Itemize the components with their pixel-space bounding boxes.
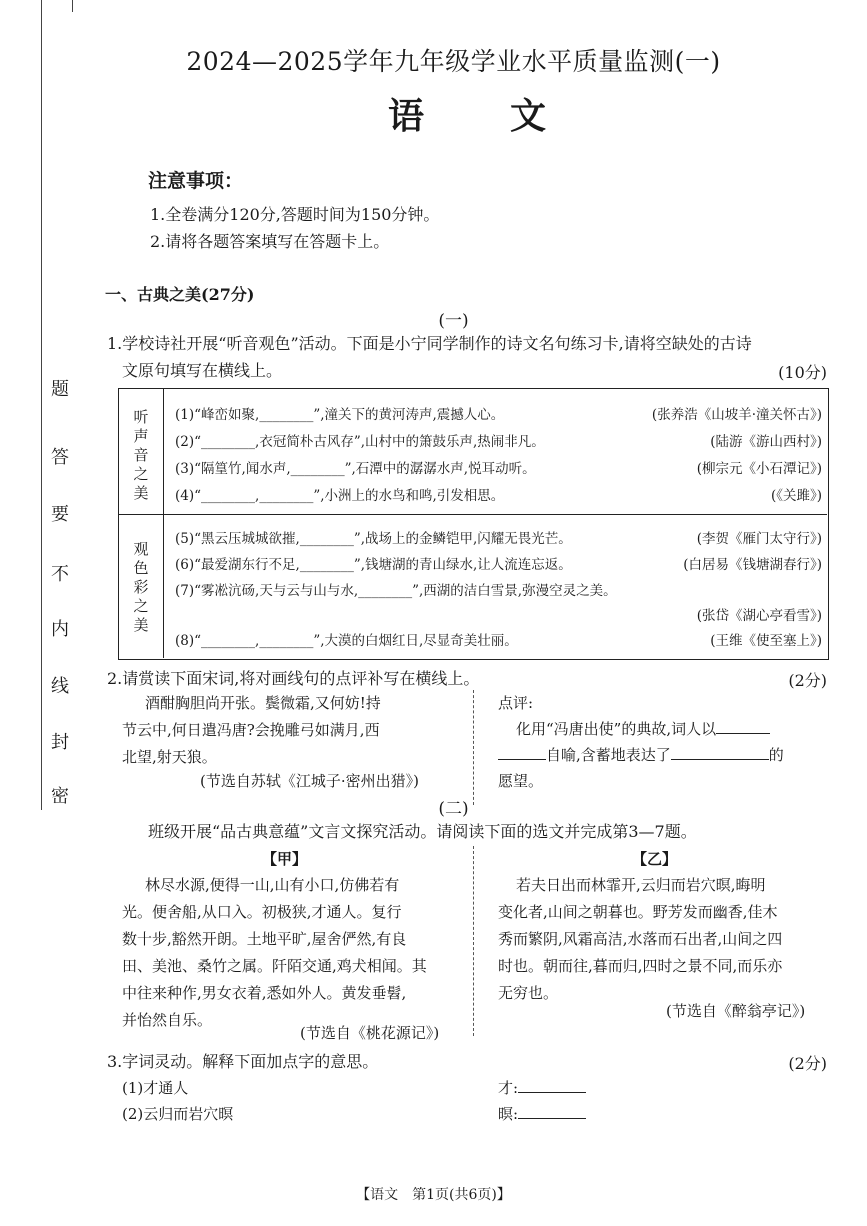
margin-char: 密 bbox=[51, 786, 69, 807]
q3-item: (1)才通人 bbox=[122, 1079, 189, 1097]
poem-line: 酒酣胸胆尚开张。鬓微霜,又何妨!持 bbox=[145, 694, 381, 712]
comment-text: 的 bbox=[768, 746, 784, 764]
card-item-source: (柳宗元《小石潭记》) bbox=[696, 461, 822, 477]
q3-answer-row bbox=[498, 1075, 586, 1102]
activity-intro: 班级开展“品古典意蕴”文言文探究活动。请阅读下面的选文并完成第3—7题。 bbox=[148, 822, 697, 841]
answer-blank[interactable] bbox=[518, 1118, 586, 1119]
passage-jia-label: 【甲】 bbox=[262, 850, 308, 868]
card-item: (5)“黑云压城城欲摧,________”,战场上的金鳞铠甲,闪耀无畏光芒。 bbox=[175, 531, 572, 547]
card-item: (7)“雾凇沆砀,天与云与山与水,________”,西湖的洁白雪景,弥漫空灵之美。 bbox=[175, 583, 617, 599]
poem-line: 北望,射天狼。 bbox=[122, 748, 217, 766]
card-item-source: (张岱《湖心亭看雪》) bbox=[696, 608, 822, 624]
column-divider bbox=[473, 690, 474, 805]
margin-char: 内 bbox=[51, 619, 69, 640]
comment-text: 化用“冯唐出使”的典故,词人以 bbox=[516, 720, 717, 738]
card-item: (2)“________,衣冠简朴古风存”,山村中的箫鼓乐声,热闹非凡。 bbox=[175, 434, 545, 450]
notice-title: 注意事项： bbox=[148, 170, 244, 192]
binding-line bbox=[41, 0, 42, 810]
card-item: (8)“________,________”,大漠的白烟红日,尽显奇美壮丽。 bbox=[175, 633, 518, 649]
answer-blank[interactable] bbox=[716, 733, 770, 734]
question-1-score: (10分) bbox=[778, 363, 827, 382]
card-column-divider bbox=[163, 388, 164, 658]
card-item: (6)“最爱湖东行不足,________”,钱塘湖的青山绿水,让人流连忘返。 bbox=[175, 557, 572, 573]
passage-yi-line: 秀而繁阴,风霜高洁,水落而石出者,山间之四 bbox=[498, 930, 783, 948]
section-title: 一、古典之美(27分) bbox=[105, 285, 255, 304]
q3-answer-label: 暝: bbox=[498, 1105, 519, 1123]
margin-char: 答 bbox=[51, 447, 69, 468]
card-item-source: (王维《使至塞上》) bbox=[710, 633, 822, 649]
part-heading: (一) bbox=[438, 311, 469, 331]
margin-tick bbox=[72, 0, 73, 12]
card-item-source: (陆游《游山西村》) bbox=[710, 434, 822, 450]
card-item-source: (《关雎》) bbox=[770, 488, 822, 504]
question-2-score: (2分) bbox=[788, 671, 827, 690]
passage-jia-line: 中往来种作,男女衣着,悉如外人。黄发垂髫, bbox=[122, 984, 407, 1002]
page-footer: 【语文 第1页(共6页)】 bbox=[356, 1187, 511, 1203]
passage-yi-source: (节选自《醉翁亭记》) bbox=[666, 1002, 806, 1020]
question-3: 3.字词灵动。解释下面加点字的意思。 bbox=[107, 1052, 379, 1071]
comment-text: 自喻,含蓄地表达了 bbox=[546, 746, 671, 764]
question-3-score: (2分) bbox=[788, 1054, 827, 1073]
q3-answer-row bbox=[498, 1101, 586, 1128]
card-item: (4)“________,________”,小洲上的水鸟和鸣,引发相思。 bbox=[175, 488, 505, 504]
passage-jia-line: 光。便舍船,从口入。初极狭,才通人。复行 bbox=[122, 903, 402, 921]
margin-char: 封 bbox=[51, 732, 69, 753]
passage-jia-source: (节选自《桃花源记》) bbox=[300, 1024, 440, 1042]
comment-title: 点评: bbox=[498, 694, 534, 712]
notice-item: 2.请将各题答案填写在答题卡上。 bbox=[150, 232, 390, 251]
passage-yi-line: 若夫日出而林霏开,云归而岩穴暝,晦明 bbox=[516, 876, 766, 894]
card-item-source: (李贺《雁门太守行》) bbox=[696, 531, 822, 547]
q3-item: (2)云归而岩穴暝 bbox=[122, 1105, 234, 1123]
passage-yi-line: 时也。朝而往,暮而归,四时之景不同,而乐亦 bbox=[498, 957, 783, 975]
poem-source: (节选自苏轼《江城子·密州出猎》) bbox=[200, 772, 419, 790]
poem-line: 节云中,何日遣冯唐?会挽雕弓如满月,西 bbox=[122, 721, 380, 739]
q3-answer-label: 才: bbox=[498, 1079, 519, 1097]
question-1-line2: 文原句填写在横线上。 bbox=[122, 361, 283, 380]
card-item-source: (张养浩《山坡羊·潼关怀古》) bbox=[651, 407, 822, 423]
answer-blank[interactable] bbox=[498, 759, 546, 760]
margin-char: 线 bbox=[51, 676, 69, 697]
question-1-line1: 1.学校诗社开展“听音观色”活动。下面是小宁同学制作的诗文名句练习卡,请将空缺处的古诗 bbox=[107, 334, 752, 353]
comment-line-2 bbox=[498, 742, 784, 769]
card-group-label-color: 观色彩之美 bbox=[133, 540, 149, 634]
answer-blank[interactable] bbox=[671, 759, 769, 760]
card-item-source: (白居易《钱塘湖春行》) bbox=[683, 557, 822, 573]
comment-line-1 bbox=[516, 716, 770, 743]
column-divider bbox=[473, 846, 474, 1036]
card-item: (1)“峰峦如聚,________”,潼关下的黄河涛声,震撼人心。 bbox=[175, 407, 505, 423]
card-group-label-sound: 听声音之美 bbox=[133, 408, 149, 502]
margin-char: 要 bbox=[51, 504, 69, 525]
passage-jia-line: 田、美池、桑竹之属。阡陌交通,鸡犬相闻。其 bbox=[122, 957, 427, 975]
passage-yi-line: 变化者,山间之朝暮也。野芳发而幽香,佳木 bbox=[498, 903, 778, 921]
passage-yi-label: 【乙】 bbox=[632, 850, 678, 868]
card-item: (3)“隔篁竹,闻水声,________”,石潭中的潺潺水声,悦耳动听。 bbox=[175, 461, 536, 477]
subject-title: 语文 bbox=[388, 95, 633, 137]
comment-text: 愿望。 bbox=[498, 772, 544, 790]
notice-item: 1.全卷满分120分,答题时间为150分钟。 bbox=[150, 205, 440, 224]
passage-jia-line: 林尽水源,便得一山,山有小口,仿佛若有 bbox=[145, 876, 400, 894]
question-2: 2.请赏读下面宋词,将对画线句的点评补写在横线上。 bbox=[107, 669, 480, 688]
passage-yi-line: 无穷也。 bbox=[498, 984, 559, 1002]
exam-title: 2024—2025学年九年级学业水平质量监测(一) bbox=[186, 47, 721, 76]
passage-jia-line: 数十步,豁然开朗。土地平旷,屋舍俨然,有良 bbox=[122, 930, 407, 948]
part-heading: (二) bbox=[438, 799, 469, 819]
passage-jia-line: 并怡然自乐。 bbox=[122, 1011, 213, 1029]
answer-blank[interactable] bbox=[518, 1092, 586, 1093]
margin-char: 不 bbox=[51, 564, 69, 585]
margin-char: 题 bbox=[51, 379, 69, 400]
